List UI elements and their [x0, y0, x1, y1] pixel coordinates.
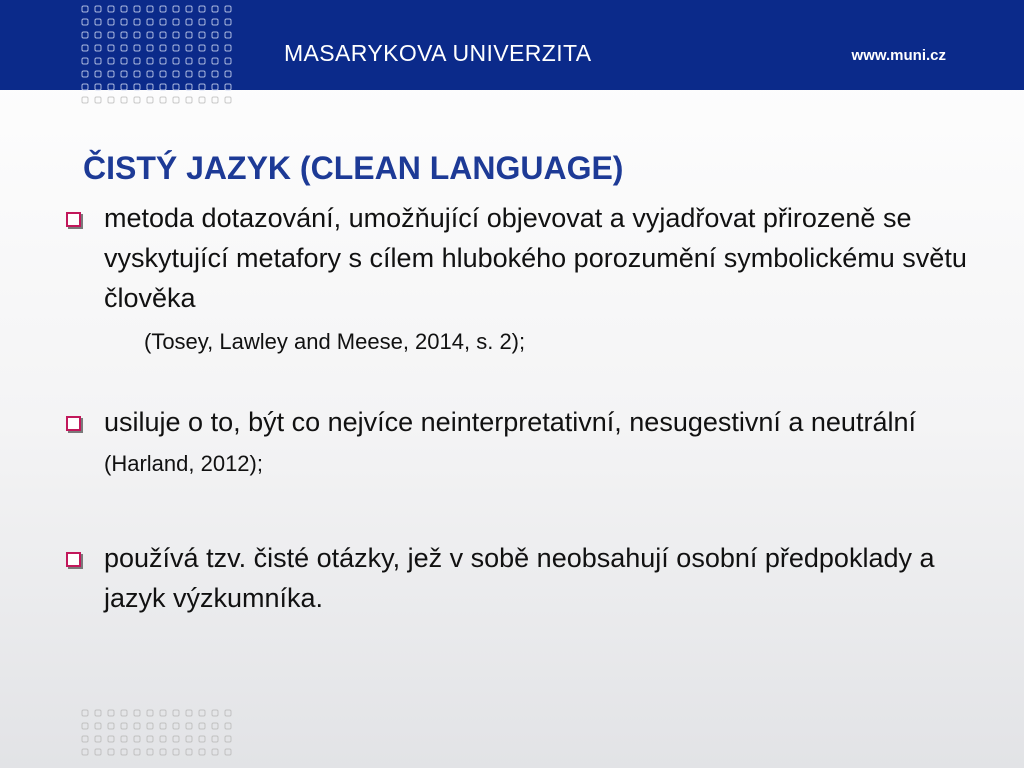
pattern-dot: [173, 45, 179, 51]
pattern-dot: [108, 71, 114, 77]
pattern-dot: [186, 723, 192, 729]
pattern-dot: [212, 84, 218, 90]
pattern-dot: [186, 84, 192, 90]
square-bullet-icon: [66, 212, 81, 227]
pattern-dot: [95, 6, 101, 12]
university-url[interactable]: www.muni.cz: [851, 47, 946, 64]
pattern-dot: [82, 749, 88, 755]
pattern-dot: [225, 97, 231, 103]
pattern-dot: [121, 749, 127, 755]
bullet-item: [60, 402, 970, 484]
pattern-dot: [108, 723, 114, 729]
pattern-dot: [173, 6, 179, 12]
pattern-dot: [160, 32, 166, 38]
pattern-dot: [108, 6, 114, 12]
pattern-dot: [186, 19, 192, 25]
pattern-dot: [199, 32, 205, 38]
bullet-text: metoda dotazování, umožňující objevovat a vyjadřovat přirozeně se vyskytující metafory s cílem hlubokého porozumění symbolickému světu člověka: [104, 203, 967, 313]
pattern-dot: [121, 71, 127, 77]
pattern-dot: [186, 97, 192, 103]
pattern-dot: [199, 84, 205, 90]
pattern-dot: [173, 710, 179, 716]
pattern-dot: [173, 736, 179, 742]
slide-title: ČISTÝ JAZYK (CLEAN LANGUAGE): [83, 150, 624, 186]
bullet-item: [60, 538, 970, 618]
pattern-dot: [108, 32, 114, 38]
pattern-dot: [225, 19, 231, 25]
pattern-dot: [147, 710, 153, 716]
pattern-dot: [173, 97, 179, 103]
pattern-dot: [160, 749, 166, 755]
slide-content: [60, 198, 970, 618]
pattern-dot: [147, 723, 153, 729]
pattern-dot: [212, 749, 218, 755]
pattern-dot: [160, 723, 166, 729]
pattern-dot: [108, 19, 114, 25]
pattern-dot: [173, 32, 179, 38]
pattern-dot: [186, 6, 192, 12]
pattern-dot: [160, 6, 166, 12]
dot-pattern-top: [80, 4, 240, 110]
bullet-citation: (Harland, 2012);: [104, 451, 263, 476]
square-bullet-icon: [66, 416, 81, 431]
pattern-dot: [134, 71, 140, 77]
pattern-dot: [160, 45, 166, 51]
pattern-dot: [134, 723, 140, 729]
pattern-dot: [108, 736, 114, 742]
pattern-dot: [199, 19, 205, 25]
pattern-dot: [186, 710, 192, 716]
pattern-dot: [95, 84, 101, 90]
pattern-dot: [160, 97, 166, 103]
pattern-dot: [225, 32, 231, 38]
pattern-dot: [108, 710, 114, 716]
pattern-dot: [212, 710, 218, 716]
pattern-dot: [82, 723, 88, 729]
pattern-dot: [160, 710, 166, 716]
pattern-dot: [225, 723, 231, 729]
pattern-dot: [147, 58, 153, 64]
pattern-dot: [134, 58, 140, 64]
pattern-dot: [134, 84, 140, 90]
pattern-dot: [121, 723, 127, 729]
pattern-dot: [121, 84, 127, 90]
pattern-dot: [121, 58, 127, 64]
pattern-dot: [147, 19, 153, 25]
pattern-dot: [95, 749, 101, 755]
pattern-dot: [134, 6, 140, 12]
pattern-dot: [95, 19, 101, 25]
pattern-dot: [95, 97, 101, 103]
pattern-dot: [95, 32, 101, 38]
university-name: MASARYKOVA UNIVERZITA: [284, 40, 592, 66]
pattern-dot: [199, 736, 205, 742]
pattern-dot: [225, 6, 231, 12]
pattern-dot: [134, 32, 140, 38]
pattern-dot: [147, 84, 153, 90]
pattern-dot: [199, 710, 205, 716]
pattern-dot: [212, 32, 218, 38]
pattern-dot: [147, 97, 153, 103]
pattern-dot: [147, 71, 153, 77]
pattern-dot: [95, 71, 101, 77]
pattern-dot: [134, 710, 140, 716]
pattern-dot: [160, 736, 166, 742]
pattern-dot: [199, 723, 205, 729]
pattern-dot: [108, 58, 114, 64]
pattern-dot: [121, 19, 127, 25]
pattern-dot: [121, 45, 127, 51]
pattern-dot: [225, 710, 231, 716]
square-bullet-icon: [66, 552, 81, 567]
pattern-dot: [186, 58, 192, 64]
pattern-dot: [186, 45, 192, 51]
pattern-dot: [199, 97, 205, 103]
pattern-dot: [225, 84, 231, 90]
pattern-dot: [95, 723, 101, 729]
pattern-dot: [212, 723, 218, 729]
pattern-dot: [225, 58, 231, 64]
pattern-dot: [160, 19, 166, 25]
pattern-dot: [108, 45, 114, 51]
pattern-dot: [82, 6, 88, 12]
pattern-dot: [147, 749, 153, 755]
pattern-dot: [173, 19, 179, 25]
pattern-dot: [225, 71, 231, 77]
pattern-dot: [134, 19, 140, 25]
pattern-dot: [134, 45, 140, 51]
pattern-dot: [134, 736, 140, 742]
pattern-dot: [160, 71, 166, 77]
pattern-dot: [173, 723, 179, 729]
pattern-dot: [212, 71, 218, 77]
bullet-item: [60, 198, 970, 362]
pattern-dot: [199, 71, 205, 77]
pattern-dot: [95, 736, 101, 742]
pattern-dot: [212, 45, 218, 51]
pattern-dot: [82, 19, 88, 25]
pattern-dot: [82, 45, 88, 51]
pattern-dot: [199, 45, 205, 51]
pattern-dot: [147, 736, 153, 742]
pattern-dot: [212, 736, 218, 742]
pattern-dot: [199, 6, 205, 12]
pattern-dot: [173, 84, 179, 90]
dot-pattern-bottom: [80, 708, 240, 764]
pattern-dot: [160, 58, 166, 64]
pattern-dot: [121, 32, 127, 38]
pattern-dot: [82, 71, 88, 77]
pattern-dot: [212, 6, 218, 12]
pattern-dot: [121, 710, 127, 716]
pattern-dot: [108, 749, 114, 755]
pattern-dot: [95, 45, 101, 51]
pattern-dot: [225, 45, 231, 51]
pattern-dot: [199, 749, 205, 755]
pattern-dot: [95, 58, 101, 64]
pattern-dot: [147, 6, 153, 12]
pattern-dot: [95, 710, 101, 716]
pattern-dot: [147, 45, 153, 51]
pattern-dot: [173, 58, 179, 64]
pattern-dot: [121, 736, 127, 742]
pattern-dot: [82, 710, 88, 716]
pattern-dot: [212, 19, 218, 25]
pattern-dot: [134, 97, 140, 103]
pattern-dot: [134, 749, 140, 755]
bullet-text: používá tzv. čisté otázky, jež v sobě neobsahují osobní předpoklady a jazyk výzkumníka.: [104, 543, 935, 613]
pattern-dot: [212, 97, 218, 103]
pattern-dot: [225, 749, 231, 755]
pattern-dot: [186, 736, 192, 742]
pattern-dot: [199, 58, 205, 64]
pattern-dot: [212, 58, 218, 64]
pattern-dot: [82, 32, 88, 38]
pattern-dot: [108, 97, 114, 103]
pattern-dot: [147, 32, 153, 38]
pattern-dot: [82, 84, 88, 90]
pattern-dot: [160, 84, 166, 90]
pattern-dot: [121, 97, 127, 103]
pattern-dot: [225, 736, 231, 742]
pattern-dot: [186, 749, 192, 755]
pattern-dot: [173, 749, 179, 755]
pattern-dot: [82, 736, 88, 742]
pattern-dot: [186, 32, 192, 38]
bullet-text: usiluje o to, být co nejvíce neinterpretativní, nesugestivní a neutrální: [104, 407, 916, 437]
pattern-dot: [186, 71, 192, 77]
pattern-dot: [82, 58, 88, 64]
bullet-citation: (Tosey, Lawley and Meese, 2014, s. 2);: [144, 329, 526, 354]
pattern-dot: [121, 6, 127, 12]
pattern-dot: [82, 97, 88, 103]
pattern-dot: [173, 71, 179, 77]
pattern-dot: [108, 84, 114, 90]
